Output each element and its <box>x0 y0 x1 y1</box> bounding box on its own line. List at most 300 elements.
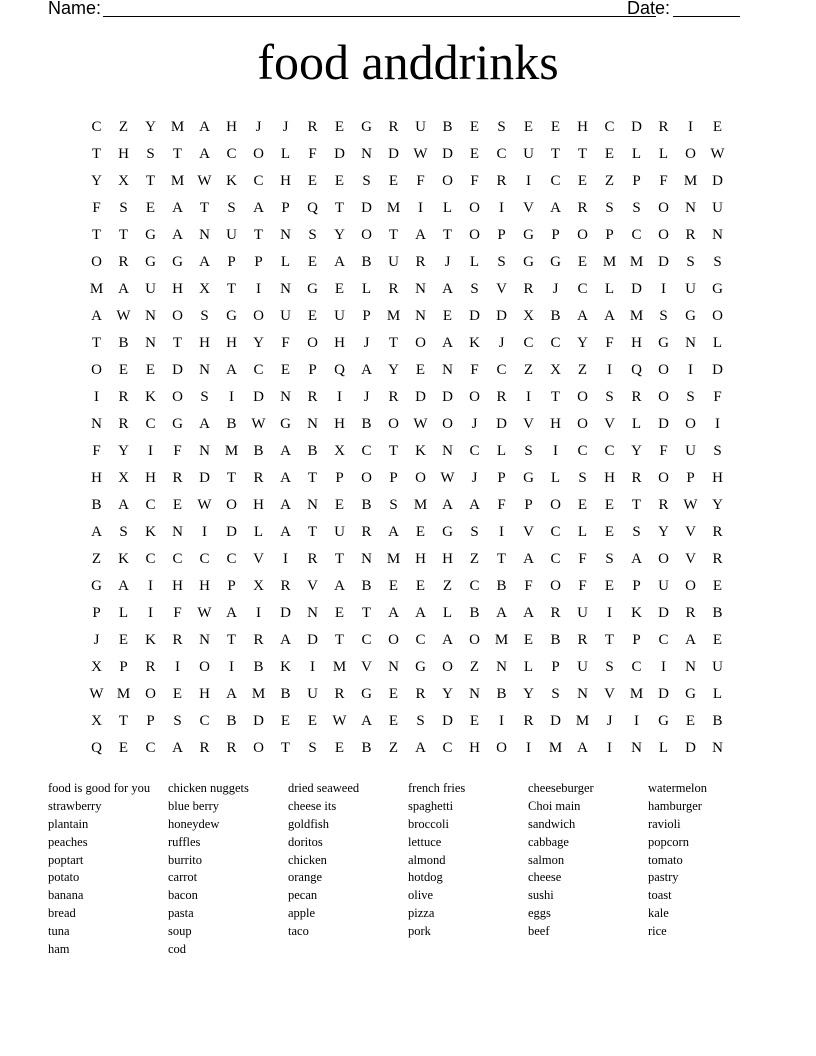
grid-letter: E <box>523 119 534 135</box>
grid-letter: S <box>470 281 479 297</box>
grid-letter: A <box>226 686 237 702</box>
date-blank-line <box>673 16 740 17</box>
word-item: plantain <box>48 816 89 831</box>
grid-letter: R <box>685 227 696 243</box>
grid-letter: Z <box>469 551 480 567</box>
grid-letter: N <box>361 551 372 567</box>
grid-letter: E <box>685 713 696 729</box>
grid-letter: S <box>686 389 695 405</box>
grid-letter: X <box>118 470 129 486</box>
grid-letter: A <box>172 200 183 216</box>
grid-letter: K <box>415 443 426 459</box>
grid-letter: H <box>253 497 264 513</box>
grid-letter: S <box>497 119 506 135</box>
grid-letter: Q <box>334 362 345 378</box>
grid-letter: D <box>631 119 642 135</box>
grid-letter: N <box>307 416 318 432</box>
grid-letter: D <box>658 605 669 621</box>
grid-letter: T <box>388 443 399 459</box>
grid-letter: E <box>334 605 345 621</box>
grid-letter: F <box>173 443 182 459</box>
word-item: pastry <box>648 870 679 885</box>
grid-letter: L <box>631 146 642 162</box>
grid-letter: C <box>415 632 426 648</box>
word-item: carrot <box>168 870 198 885</box>
grid-row <box>83 519 743 546</box>
grid-letter: O <box>91 362 102 378</box>
grid-letter: B <box>361 497 372 513</box>
word-item: spaghetti <box>408 798 454 813</box>
word-column <box>168 780 288 959</box>
grid-row <box>83 357 743 384</box>
grid-letter: T <box>334 200 345 216</box>
grid-letter: K <box>145 632 156 648</box>
grid-letter: J <box>282 119 289 135</box>
grid-letter: C <box>361 632 372 648</box>
grid-letter: K <box>145 389 156 405</box>
grid-letter: C <box>577 281 588 297</box>
grid-letter: D <box>658 254 669 270</box>
grid-letter: C <box>658 632 669 648</box>
grid-row <box>83 708 743 735</box>
grid-letter: E <box>172 497 183 513</box>
grid-letter: A <box>334 254 345 270</box>
grid-letter: L <box>442 200 453 216</box>
grid-letter: C <box>469 578 480 594</box>
grid-row <box>83 492 743 519</box>
word-item: eggs <box>528 906 551 921</box>
grid-letter: P <box>686 470 695 486</box>
grid-letter: L <box>496 443 507 459</box>
grid-letter: W <box>413 416 428 432</box>
grid-letter: B <box>469 605 480 621</box>
grid-letter: E <box>118 632 129 648</box>
grid-letter: C <box>604 119 615 135</box>
grid-letter: L <box>469 254 480 270</box>
grid-letter: M <box>683 173 698 189</box>
grid-letter: C <box>253 362 264 378</box>
grid-letter: R <box>118 416 129 432</box>
grid-letter: J <box>444 254 451 270</box>
grid-letter: F <box>578 551 587 567</box>
grid-letter: M <box>548 740 563 756</box>
grid-letter: T <box>550 389 561 405</box>
word-item: cheese its <box>288 798 337 813</box>
grid-letter: S <box>200 389 209 405</box>
grid-letter: D <box>388 146 399 162</box>
grid-letter: C <box>172 551 183 567</box>
grid-letter: P <box>551 227 560 243</box>
grid-letter: M <box>602 254 617 270</box>
grid-letter: S <box>632 200 641 216</box>
grid-letter: H <box>226 335 237 351</box>
grid-letter: C <box>496 362 507 378</box>
grid-letter: X <box>199 281 210 297</box>
grid-letter: S <box>713 254 722 270</box>
grid-letter: R <box>415 254 426 270</box>
word-item: toast <box>648 888 672 903</box>
grid-letter: R <box>118 389 129 405</box>
grid-letter: F <box>92 443 101 459</box>
grid-letter: J <box>363 389 370 405</box>
grid-letter: S <box>200 308 209 324</box>
grid-letter: H <box>415 551 426 567</box>
grid-letter: G <box>712 281 723 297</box>
grid-letter: P <box>632 632 641 648</box>
grid-letter: O <box>577 227 588 243</box>
word-item: pasta <box>168 906 194 921</box>
grid-letter: X <box>334 443 345 459</box>
grid-letter: E <box>307 308 318 324</box>
grid-letter: S <box>659 308 668 324</box>
grid-letter: A <box>199 146 210 162</box>
word-item: chicken nuggets <box>168 781 249 795</box>
grid-letter: G <box>442 524 453 540</box>
grid-letter: P <box>119 659 128 675</box>
grid-letter: G <box>550 254 561 270</box>
grid-letter: A <box>280 443 291 459</box>
grid-letter: E <box>604 524 615 540</box>
word-column <box>48 780 168 959</box>
grid-letter: E <box>712 578 723 594</box>
grid-letter: N <box>442 362 453 378</box>
grid-letter: A <box>226 605 237 621</box>
grid-letter: S <box>605 551 614 567</box>
grid-letter: O <box>469 632 480 648</box>
grid-letter: C <box>199 713 210 729</box>
grid-letter: T <box>145 173 156 189</box>
grid-letter: H <box>172 578 183 594</box>
grid-letter: L <box>577 524 588 540</box>
word-item: dried seaweed <box>288 781 360 795</box>
grid-letter: I <box>661 281 666 297</box>
grid-letter: M <box>386 308 401 324</box>
grid-letter: R <box>307 119 318 135</box>
grid-letter: L <box>658 146 669 162</box>
grid-letter: X <box>550 362 561 378</box>
grid-letter: X <box>91 713 102 729</box>
grid-letter: T <box>91 227 102 243</box>
grid-letter: U <box>307 686 318 702</box>
grid-letter: L <box>712 686 723 702</box>
grid-letter: B <box>361 416 372 432</box>
grid-letter: L <box>280 254 291 270</box>
grid-letter: I <box>229 659 234 675</box>
grid-letter: A <box>280 497 291 513</box>
grid-letter: F <box>470 173 479 189</box>
grid-letter: I <box>229 389 234 405</box>
grid-letter: B <box>550 632 561 648</box>
grid-letter: I <box>94 389 99 405</box>
grid-letter: D <box>550 713 561 729</box>
grid-letter: C <box>145 551 156 567</box>
grid-letter: L <box>280 146 291 162</box>
grid-letter: T <box>253 227 264 243</box>
grid-letter: G <box>172 416 183 432</box>
grid-letter: D <box>712 173 723 189</box>
grid-letter: I <box>553 443 558 459</box>
grid-letter: P <box>497 227 506 243</box>
grid-letter: S <box>416 713 425 729</box>
grid-letter: M <box>494 632 509 648</box>
grid-letter: I <box>607 605 612 621</box>
grid-row <box>83 249 743 276</box>
grid-letter: E <box>442 308 453 324</box>
grid-letter: N <box>685 200 696 216</box>
grid-letter: X <box>523 308 534 324</box>
grid-letter: B <box>712 605 723 621</box>
grid-letter: K <box>469 335 480 351</box>
grid-letter: B <box>712 713 723 729</box>
grid-letter: V <box>523 524 534 540</box>
grid-letter: Y <box>577 335 588 351</box>
grid-letter: C <box>145 740 156 756</box>
word-item: poptart <box>48 852 84 867</box>
grid-letter: H <box>226 119 237 135</box>
grid-letter: E <box>172 686 183 702</box>
grid-letter: N <box>415 281 426 297</box>
grid-letter: Q <box>307 200 318 216</box>
grid-letter: J <box>471 470 478 486</box>
grid-letter: Z <box>523 362 534 378</box>
grid-letter: N <box>145 308 156 324</box>
grid-letter: A <box>685 632 696 648</box>
grid-letter: U <box>334 308 345 324</box>
grid-letter: H <box>118 146 129 162</box>
grid-letter: O <box>658 200 669 216</box>
grid-letter: B <box>280 686 291 702</box>
grid-letter: P <box>281 200 290 216</box>
grid-letter: V <box>604 686 615 702</box>
grid-letter: A <box>577 308 588 324</box>
grid-letter: Y <box>442 686 453 702</box>
grid-letter: W <box>710 146 725 162</box>
grid-letter: E <box>280 362 291 378</box>
grid-letter: F <box>605 335 614 351</box>
grid-letter: J <box>93 632 100 648</box>
grid-letter: R <box>253 470 264 486</box>
grid-letter: H <box>199 335 210 351</box>
grid-letter: E <box>388 578 399 594</box>
word-item: sushi <box>528 888 554 903</box>
grid-letter: S <box>686 254 695 270</box>
grid-row <box>83 303 743 330</box>
word-item: orange <box>288 870 323 885</box>
grid-letter: G <box>280 416 291 432</box>
grid-letter: X <box>91 659 102 675</box>
word-bank <box>48 780 768 959</box>
grid-letter: R <box>496 173 507 189</box>
grid-letter: C <box>604 443 615 459</box>
grid-row <box>83 600 743 627</box>
grid-letter: E <box>388 173 399 189</box>
word-item: sandwich <box>528 816 576 831</box>
grid-letter: I <box>202 524 207 540</box>
grid-letter: P <box>227 578 236 594</box>
word-item: bread <box>48 906 76 921</box>
grid-letter: I <box>148 578 153 594</box>
grid-letter: C <box>253 173 264 189</box>
grid-letter: D <box>658 416 669 432</box>
grid-letter: I <box>337 389 342 405</box>
grid-letter: T <box>388 227 399 243</box>
grid-letter: V <box>496 281 507 297</box>
grid-letter: C <box>442 740 453 756</box>
grid-letter: P <box>227 254 236 270</box>
grid-letter: S <box>389 497 398 513</box>
grid-letter: P <box>524 497 533 513</box>
grid-letter: H <box>145 470 156 486</box>
word-item: pork <box>408 924 431 939</box>
grid-letter: P <box>497 470 506 486</box>
grid-letter: A <box>523 551 534 567</box>
grid-letter: E <box>577 254 588 270</box>
word-item: hotdog <box>408 870 443 885</box>
grid-letter: H <box>91 470 102 486</box>
grid-row <box>83 546 743 573</box>
grid-letter: S <box>605 659 614 675</box>
grid-letter: I <box>418 200 423 216</box>
grid-letter: B <box>550 308 561 324</box>
word-item: olive <box>408 888 433 903</box>
grid-row <box>83 114 743 141</box>
grid-letter: V <box>604 416 615 432</box>
grid-letter: M <box>386 551 401 567</box>
grid-letter: B <box>253 659 264 675</box>
grid-letter: Y <box>712 497 723 513</box>
grid-letter: C <box>226 146 237 162</box>
grid-letter: R <box>658 497 669 513</box>
grid-letter: M <box>629 308 644 324</box>
grid-letter: Z <box>577 362 588 378</box>
grid-letter: T <box>442 227 453 243</box>
grid-letter: R <box>361 524 372 540</box>
grid-letter: R <box>523 281 534 297</box>
grid-letter: Z <box>442 578 453 594</box>
grid-letter: W <box>440 470 455 486</box>
grid-letter: I <box>526 389 531 405</box>
word-item: food is good for you <box>48 781 151 795</box>
word-item: burrito <box>168 852 203 867</box>
grid-letter: O <box>442 416 453 432</box>
grid-letter: H <box>172 281 183 297</box>
grid-letter: N <box>199 443 210 459</box>
grid-letter: O <box>253 308 264 324</box>
grid-letter: W <box>332 713 347 729</box>
grid-letter: U <box>712 659 723 675</box>
grid-letter: K <box>631 605 642 621</box>
grid-letter: T <box>226 632 237 648</box>
grid-letter: S <box>173 713 182 729</box>
grid-row <box>83 141 743 168</box>
grid-letter: O <box>685 578 696 594</box>
grid-letter: N <box>280 281 291 297</box>
grid-letter: A <box>496 605 507 621</box>
grid-letter: L <box>442 605 453 621</box>
word-column <box>648 780 768 959</box>
grid-letter: Y <box>334 227 345 243</box>
grid-letter: N <box>712 227 723 243</box>
grid-letter: O <box>496 740 507 756</box>
grid-letter: W <box>683 497 698 513</box>
grid-letter: Y <box>145 119 156 135</box>
grid-letter: B <box>496 578 507 594</box>
grid-letter: V <box>685 551 696 567</box>
grid-letter: N <box>172 524 183 540</box>
grid-letter: T <box>604 632 615 648</box>
grid-letter: V <box>361 659 372 675</box>
grid-letter: H <box>712 470 723 486</box>
grid-letter: T <box>172 146 183 162</box>
word-item: watermelon <box>648 781 708 795</box>
grid-letter: G <box>361 686 372 702</box>
grid-letter: O <box>469 200 480 216</box>
grid-letter: B <box>442 119 453 135</box>
grid-letter: F <box>92 200 101 216</box>
grid-letter: N <box>280 227 291 243</box>
grid-letter: L <box>550 470 561 486</box>
word-item: cabbage <box>528 834 569 849</box>
grid-letter: D <box>172 362 183 378</box>
grid-row <box>83 465 743 492</box>
grid-letter: Z <box>469 659 480 675</box>
grid-row <box>83 627 743 654</box>
grid-letter: N <box>199 227 210 243</box>
grid-letter: E <box>334 740 345 756</box>
grid-letter: A <box>415 740 426 756</box>
word-item: doritos <box>288 834 323 849</box>
date-label: Date: <box>627 0 671 18</box>
word-item: beef <box>528 924 550 939</box>
word-item: bacon <box>168 888 198 903</box>
grid-letter: A <box>118 497 129 513</box>
grid-letter: C <box>631 659 642 675</box>
name-blank-line <box>103 16 656 17</box>
grid-letter: Z <box>604 173 615 189</box>
grid-letter: U <box>334 524 345 540</box>
grid-letter: E <box>118 740 129 756</box>
word-column <box>528 780 648 959</box>
grid-letter: A <box>388 605 399 621</box>
grid-letter: A <box>442 335 453 351</box>
grid-letter: T <box>307 470 318 486</box>
grid-letter: C <box>145 416 156 432</box>
word-item: french fries <box>408 781 466 795</box>
grid-letter: B <box>226 713 237 729</box>
word-item: ruffles <box>168 834 201 849</box>
grid-letter: T <box>631 497 642 513</box>
grid-letter: T <box>307 524 318 540</box>
grid-letter: E <box>145 362 156 378</box>
word-item: banana <box>48 888 84 903</box>
grid-letter: C <box>631 227 642 243</box>
grid-letter: Q <box>91 740 102 756</box>
grid-letter: H <box>604 470 615 486</box>
grid-letter: D <box>307 632 318 648</box>
grid-letter: I <box>607 362 612 378</box>
grid-letter: R <box>172 632 183 648</box>
grid-letter: O <box>253 740 264 756</box>
grid-letter: R <box>280 578 291 594</box>
grid-letter: N <box>631 740 642 756</box>
grid-letter: T <box>118 713 129 729</box>
grid-letter: E <box>712 632 723 648</box>
grid-letter: E <box>577 173 588 189</box>
grid-letter: T <box>226 470 237 486</box>
grid-letter: X <box>118 173 129 189</box>
grid-letter: S <box>551 686 560 702</box>
grid-letter: I <box>661 659 666 675</box>
